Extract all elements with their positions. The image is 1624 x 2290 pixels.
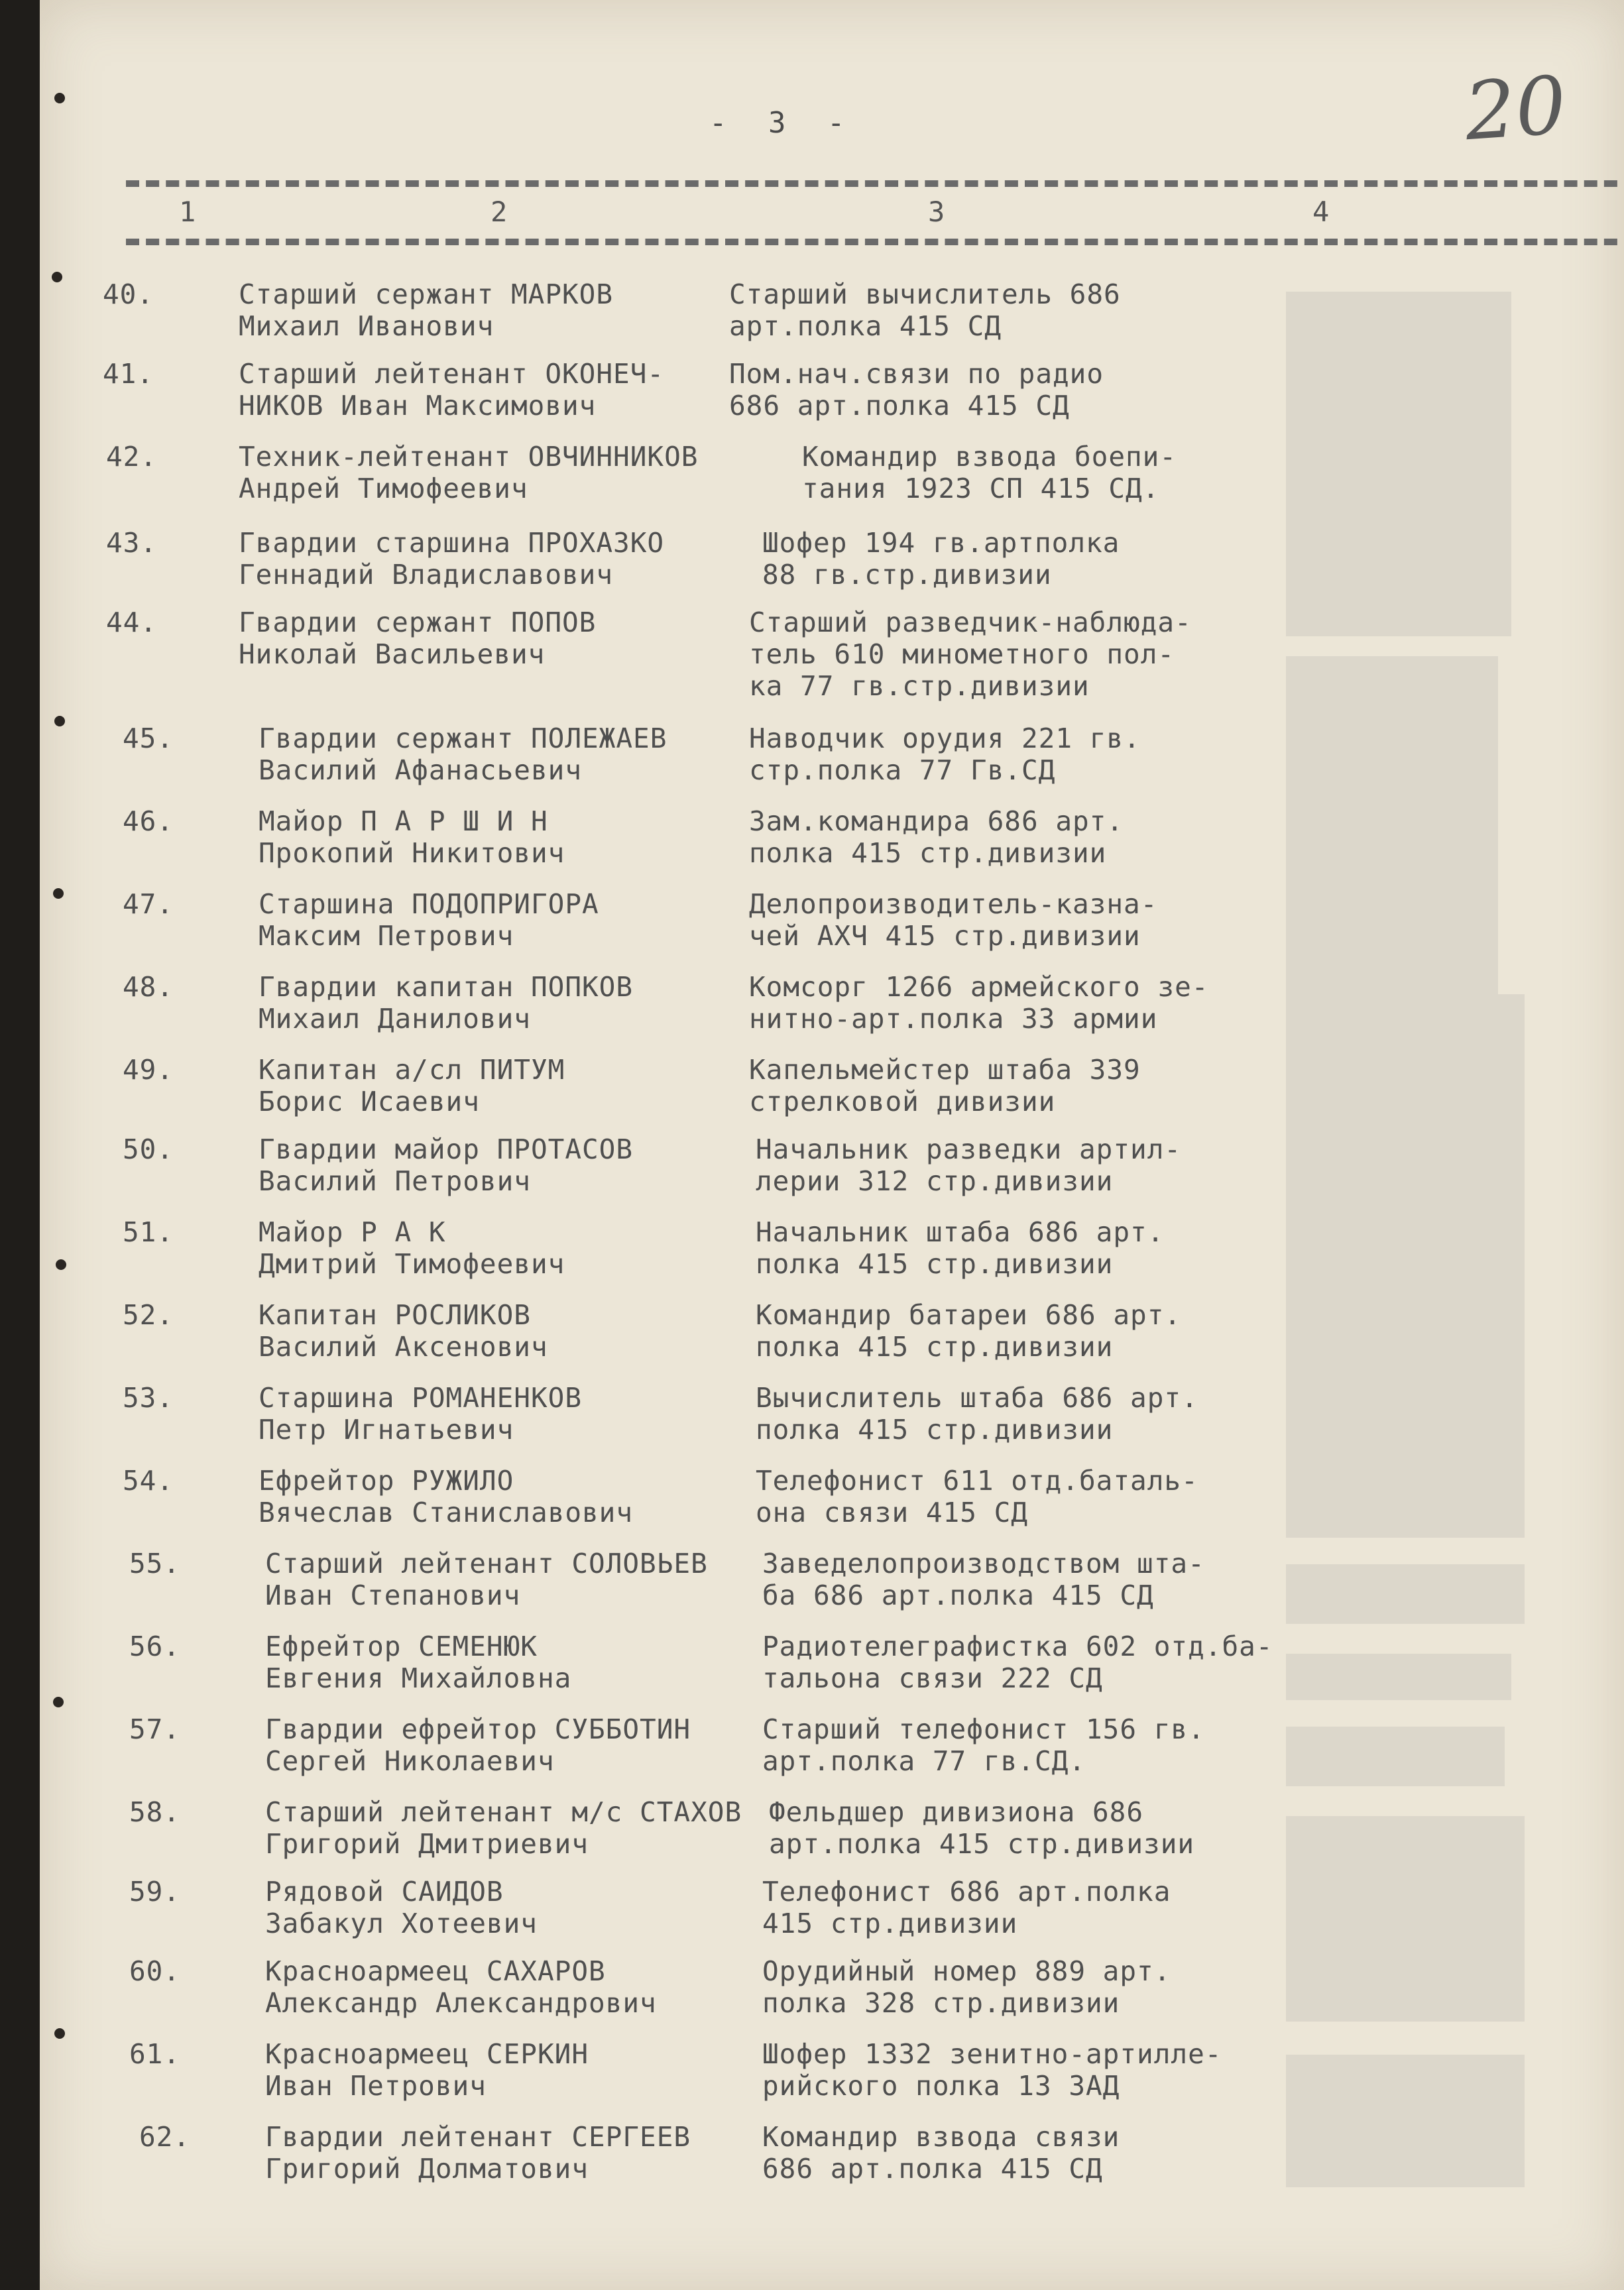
position-line: Вычислитель штаба 686 арт. — [756, 1382, 1198, 1414]
position-line: Наводчик орудия 221 гв. — [749, 722, 1141, 754]
name-line: Капитан а/сл ПИТУМ — [259, 1054, 565, 1086]
position-line: ка 77 гв.стр.дивизии — [749, 670, 1090, 702]
column-number-3: 3 — [928, 196, 945, 228]
entry-number: 62. — [139, 2121, 191, 2153]
name-line: Ефрейтор СЕМЕНЮК — [265, 1631, 538, 1662]
position-line: полка 328 стр.дивизии — [762, 1987, 1120, 2019]
entry-position — [762, 527, 1120, 591]
entry-name — [239, 358, 664, 422]
entry-position — [762, 2038, 1222, 2102]
entry-position — [749, 888, 1157, 952]
position-line: полка 415 стр.дивизии — [749, 837, 1107, 869]
entry-position — [756, 1382, 1198, 1446]
name-line: Петр Игнатьевич — [259, 1414, 514, 1446]
position-line: Командир батареи 686 арт. — [756, 1299, 1182, 1331]
header-rule-bottom — [126, 239, 1624, 245]
position-line: Шофер 1332 зенитно-артилле- — [762, 2038, 1222, 2070]
entry-name — [239, 278, 613, 342]
entry-position — [749, 805, 1124, 869]
entry-number: 45. — [123, 722, 174, 754]
position-line: стр.полка 77 Гв.СД — [749, 754, 1056, 786]
entry-number: 49. — [123, 1054, 174, 1086]
position-line: Радиотелеграфистка 602 отд.ба- — [762, 1631, 1273, 1662]
name-line: Забакул Хотеевич — [265, 1908, 538, 1939]
entry-number: 44. — [106, 606, 158, 638]
entry-position — [762, 1955, 1171, 2019]
name-line: Гвардии сержант ПОПОВ — [239, 606, 597, 638]
name-line: Григорий Дмитриевич — [265, 1828, 589, 1860]
position-line: 88 гв.стр.дивизии — [762, 559, 1052, 591]
column-number-4: 4 — [1312, 196, 1330, 228]
position-line: Пом.нач.связи по радио — [729, 358, 1104, 390]
position-line: Старший вычислитель 686 — [729, 278, 1121, 310]
position-line: рийского полка 13 ЗАД — [762, 2070, 1120, 2102]
position-line: арт.полка 415 стр.дивизии — [769, 1828, 1195, 1860]
column-number-2: 2 — [491, 196, 508, 228]
position-line: стрелковой дивизии — [749, 1086, 1056, 1117]
entry-position — [756, 1133, 1181, 1197]
name-line: Иван Петрович — [265, 2070, 487, 2102]
redaction-block — [1286, 1564, 1525, 1624]
position-line: Старший разведчик-наблюда- — [749, 606, 1192, 638]
name-line: Майор П А Р Ш И Н — [259, 805, 548, 837]
page-number: - 3 - — [709, 106, 857, 140]
entry-name — [265, 2121, 691, 2185]
name-line: Сергей Николаевич — [265, 1745, 555, 1777]
binding-hole — [54, 716, 65, 726]
folio-number: 20 — [1462, 59, 1570, 159]
position-line: Начальник разведки артил- — [756, 1133, 1182, 1165]
entry-number: 55. — [129, 1548, 181, 1579]
position-line: Комсорг 1266 армейского зе- — [749, 971, 1209, 1003]
entry-name — [259, 1133, 633, 1197]
entry-number: 56. — [129, 1631, 181, 1662]
redaction-block — [1286, 1654, 1511, 1700]
redaction-block — [1286, 1727, 1505, 1786]
header-rule-top — [126, 180, 1624, 187]
entry-number: 60. — [129, 1955, 181, 1987]
entry-number: 51. — [123, 1216, 174, 1248]
position-line: лерии 312 стр.дивизии — [756, 1165, 1114, 1197]
entry-number: 41. — [103, 358, 154, 390]
entry-position — [729, 278, 1121, 342]
name-line: Старшина ПОДОПРИГОРА — [259, 888, 599, 920]
position-line: Командир взвода боепи- — [802, 441, 1177, 473]
position-line: полка 415 стр.дивизии — [756, 1414, 1114, 1446]
entry-position — [756, 1216, 1164, 1280]
redaction-block — [1286, 2055, 1525, 2187]
entry-position — [762, 1876, 1171, 1939]
entry-name — [265, 1876, 538, 1939]
entry-name — [259, 805, 565, 869]
position-line: нитно-арт.полка 33 армии — [749, 1003, 1158, 1035]
position-line: тель 610 минометного пол- — [749, 638, 1175, 670]
entry-number: 40. — [103, 278, 154, 310]
name-line: Николай Васильевич — [239, 638, 546, 670]
name-line: Гвардии капитан ПОПКОВ — [259, 971, 634, 1003]
entry-name — [259, 722, 667, 786]
position-line: Телефонист 686 арт.полка — [762, 1876, 1171, 1908]
binding-hole — [56, 1259, 66, 1270]
position-line: Зам.командира 686 арт. — [749, 805, 1124, 837]
entry-name — [239, 441, 698, 504]
entry-name — [239, 527, 664, 591]
name-line: Старший сержант МАРКОВ — [239, 278, 614, 310]
entry-name — [259, 888, 599, 952]
entry-name — [265, 1548, 708, 1611]
position-line: тания 1923 СП 415 СД. — [802, 473, 1160, 504]
name-line: Красноармеец СЕРКИН — [265, 2038, 589, 2070]
position-line: Шофер 194 гв.артполка — [762, 527, 1120, 559]
name-line: Старшина РОМАНЕНКОВ — [259, 1382, 582, 1414]
position-line: полка 415 стр.дивизии — [756, 1331, 1114, 1363]
redaction-block — [1286, 994, 1525, 1538]
binding-hole — [52, 272, 62, 282]
name-line: Гвардии старшина ПРОХАЗКО — [239, 527, 665, 559]
binding-hole — [53, 888, 64, 899]
name-line: Дмитрий Тимофеевич — [259, 1248, 565, 1280]
position-line: 686 арт.полка 415 СД — [762, 2153, 1103, 2185]
entry-name — [259, 1465, 633, 1528]
position-line: она связи 415 СД — [756, 1497, 1028, 1528]
entry-name — [259, 1054, 565, 1117]
redaction-block — [1286, 292, 1511, 636]
position-line: 415 стр.дивизии — [762, 1908, 1018, 1939]
entry-position — [756, 1299, 1181, 1363]
entry-name — [265, 2038, 589, 2102]
entry-position — [762, 1713, 1205, 1777]
name-line: Красноармеец САХАРОВ — [265, 1955, 606, 1987]
position-line: ба 686 арт.полка 415 СД — [762, 1579, 1154, 1611]
entry-position — [729, 358, 1104, 422]
entry-position — [749, 1054, 1141, 1117]
redaction-block — [1286, 1816, 1525, 2022]
name-line: Геннадий Владиславович — [239, 559, 614, 591]
name-line: Григорий Долматович — [265, 2153, 589, 2185]
entry-number: 53. — [123, 1382, 174, 1414]
entry-name — [265, 1631, 571, 1694]
entry-number: 42. — [106, 441, 158, 473]
name-line: Александр Александрович — [265, 1987, 657, 2019]
name-line: Гвардии лейтенант СЕРГЕЕВ — [265, 2121, 691, 2153]
name-line: Гвардии сержант ПОЛЕЖАЕВ — [259, 722, 667, 754]
name-line: Прокопий Никитович — [259, 837, 565, 869]
name-line: Вячеслав Станиславович — [259, 1497, 634, 1528]
name-line: Гвардии ефрейтор СУББОТИН — [265, 1713, 691, 1745]
name-line: Майор Р А К — [259, 1216, 446, 1248]
name-line: Михаил Иванович — [239, 310, 494, 342]
entry-number: 48. — [123, 971, 174, 1003]
position-line: Делопроизводитель-казна- — [749, 888, 1158, 920]
entry-name — [265, 1713, 691, 1777]
position-line: полка 415 стр.дивизии — [756, 1248, 1114, 1280]
entry-number: 59. — [129, 1876, 181, 1908]
entry-position — [749, 971, 1208, 1035]
entry-name — [259, 1216, 565, 1280]
entry-number: 58. — [129, 1796, 181, 1828]
entry-position — [802, 441, 1177, 504]
entry-number: 61. — [129, 2038, 181, 2070]
position-line: Капельмейстер штаба 339 — [749, 1054, 1141, 1086]
name-line: Василий Петрович — [259, 1165, 531, 1197]
name-line: Старший лейтенант м/с СТАХОВ — [265, 1796, 742, 1828]
entry-name — [265, 1955, 657, 2019]
entry-name — [239, 606, 596, 670]
position-line: чей АХЧ 415 стр.дивизии — [749, 920, 1141, 952]
name-line: Рядовой САИДОВ — [265, 1876, 504, 1908]
position-line: Заведелопроизводством шта- — [762, 1548, 1205, 1579]
entry-name — [259, 1382, 582, 1446]
position-line: Старший телефонист 156 гв. — [762, 1713, 1205, 1745]
name-line: Евгения Михайловна — [265, 1662, 572, 1694]
entry-position — [749, 606, 1192, 702]
name-line: Андрей Тимофеевич — [239, 473, 528, 504]
entry-position — [749, 722, 1141, 786]
entry-position — [762, 2121, 1120, 2185]
entry-number: 52. — [123, 1299, 174, 1331]
position-line: Командир взвода связи — [762, 2121, 1120, 2153]
document-page — [40, 0, 1624, 2290]
position-line: Орудийный номер 889 арт. — [762, 1955, 1171, 1987]
entry-number: 57. — [129, 1713, 181, 1745]
name-line: Ефрейтор РУЖИЛО — [259, 1465, 514, 1497]
entry-number: 54. — [123, 1465, 174, 1497]
position-line: 686 арт.полка 415 СД — [729, 390, 1070, 422]
name-line: Василий Аксенович — [259, 1331, 548, 1363]
entry-name — [259, 1299, 548, 1363]
binding-hole — [54, 2028, 65, 2039]
name-line: Капитан РОСЛИКОВ — [259, 1299, 531, 1331]
position-line: Начальник штаба 686 арт. — [756, 1216, 1165, 1248]
name-line: Иван Степанович — [265, 1579, 521, 1611]
entry-number: 47. — [123, 888, 174, 920]
name-line: Старший лейтенант ОКОНЕЧ- — [239, 358, 665, 390]
name-line: Михаил Данилович — [259, 1003, 531, 1035]
name-line: Техник-лейтенант ОВЧИННИКОВ — [239, 441, 699, 473]
position-line: арт.полка 77 гв.СД. — [762, 1745, 1086, 1777]
entry-name — [265, 1796, 742, 1860]
entry-position — [756, 1465, 1198, 1528]
binding-hole — [54, 93, 65, 103]
entry-position — [762, 1548, 1205, 1611]
name-line: Василий Афанасьевич — [259, 754, 582, 786]
name-line: Гвардии майор ПРОТАСОВ — [259, 1133, 634, 1165]
name-line: Борис Исаевич — [259, 1086, 480, 1117]
position-line: тальона связи 222 СД — [762, 1662, 1103, 1694]
entry-name — [259, 971, 633, 1035]
position-line: арт.полка 415 СД — [729, 310, 1002, 342]
entry-number: 43. — [106, 527, 158, 559]
entry-position — [762, 1631, 1273, 1694]
entry-number: 46. — [123, 805, 174, 837]
position-line: Фельдшер дивизиона 686 — [769, 1796, 1144, 1828]
entry-position — [769, 1796, 1194, 1860]
column-number-1: 1 — [179, 196, 196, 228]
name-line: Старший лейтенант СОЛОВЬЕВ — [265, 1548, 708, 1579]
name-line: НИКОВ Иван Максимович — [239, 390, 597, 422]
name-line: Максим Петрович — [259, 920, 514, 952]
binding-hole — [53, 1697, 64, 1707]
position-line: Телефонист 611 отд.баталь- — [756, 1465, 1198, 1497]
entry-number: 50. — [123, 1133, 174, 1165]
